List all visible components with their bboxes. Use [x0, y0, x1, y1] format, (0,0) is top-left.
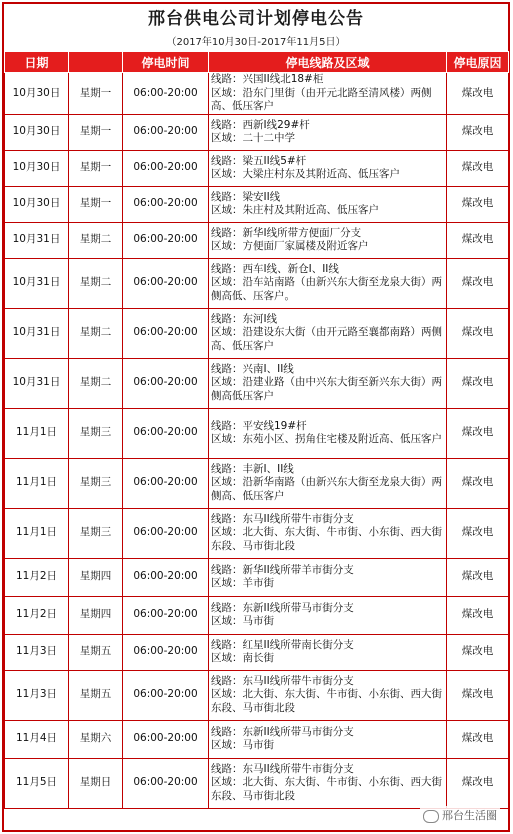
area-text: 区域：羊市街	[211, 577, 274, 589]
cell-time: 06:00-20:00	[123, 73, 209, 115]
cell-time: 06:00-20:00	[123, 222, 209, 258]
line-text: 线路：东马II线所带牛市街分支	[211, 762, 354, 775]
cell-line-area	[209, 758, 447, 808]
cell-reason: 煤改电	[447, 186, 509, 222]
cell-weekday: 星期五	[69, 634, 123, 670]
cell-weekday: 星期一	[69, 150, 123, 186]
table-row	[5, 222, 509, 258]
cell-line-area	[209, 596, 447, 634]
cell-time: 06:00-20:00	[123, 408, 209, 458]
cell-line-area	[209, 670, 447, 720]
area-text: 区域：大梁庄村东及其附近高、低压客户	[211, 168, 400, 180]
table-row	[5, 720, 509, 758]
cell-weekday: 星期日	[69, 758, 123, 808]
table-row	[5, 73, 509, 115]
cell-weekday: 星期一	[69, 186, 123, 222]
cell-weekday: 星期四	[69, 596, 123, 634]
cell-time: 06:00-20:00	[123, 758, 209, 808]
table-row	[5, 558, 509, 596]
cell-time: 06:00-20:00	[123, 358, 209, 408]
cell-date: 10月30日	[5, 114, 69, 150]
notice-sheet	[2, 2, 510, 832]
table-row	[5, 114, 509, 150]
cell-line-area	[209, 222, 447, 258]
line-text: 线路：红星II线所带南长街分支	[211, 638, 354, 651]
cell-reason: 煤改电	[447, 558, 509, 596]
cell-date: 11月4日	[5, 720, 69, 758]
col-header-reason: 停电原因	[447, 52, 509, 73]
cell-date: 11月1日	[5, 508, 69, 558]
cell-reason: 煤改电	[447, 222, 509, 258]
cell-line-area	[209, 508, 447, 558]
area-text: 区域：沿东门里街（由开元北路至清风楼）两侧高、低压客户	[211, 86, 432, 112]
table-row	[5, 186, 509, 222]
cell-line-area	[209, 114, 447, 150]
cell-time: 06:00-20:00	[123, 308, 209, 358]
table-row	[5, 634, 509, 670]
cell-weekday: 星期五	[69, 670, 123, 720]
cell-reason: 煤改电	[447, 596, 509, 634]
cell-weekday: 星期三	[69, 458, 123, 508]
table-row	[5, 358, 509, 408]
cell-line-area	[209, 720, 447, 758]
cell-date: 10月31日	[5, 222, 69, 258]
cell-reason: 煤改电	[447, 73, 509, 115]
cell-date: 11月3日	[5, 634, 69, 670]
cell-line-area	[209, 73, 447, 115]
cell-date: 11月3日	[5, 670, 69, 720]
cell-date: 11月1日	[5, 458, 69, 508]
cell-line-area	[209, 358, 447, 408]
area-text: 区域：马市街	[211, 615, 274, 627]
cell-date: 11月2日	[5, 558, 69, 596]
cell-reason: 煤改电	[447, 308, 509, 358]
line-text: 线路：东河I线	[211, 312, 278, 325]
col-header-date: 日期	[5, 52, 69, 73]
cell-date: 10月31日	[5, 358, 69, 408]
cell-time: 06:00-20:00	[123, 596, 209, 634]
cell-line-area	[209, 408, 447, 458]
cell-weekday: 星期一	[69, 114, 123, 150]
table-row	[5, 758, 509, 808]
cell-weekday: 星期二	[69, 308, 123, 358]
cell-reason: 煤改电	[447, 408, 509, 458]
table-header-row	[5, 52, 509, 73]
cell-reason: 煤改电	[447, 670, 509, 720]
cell-time: 06:00-20:00	[123, 634, 209, 670]
cell-weekday: 星期二	[69, 222, 123, 258]
col-header-weekday	[69, 52, 123, 73]
table-row	[5, 258, 509, 308]
watermark-text: 邢台生活圈	[442, 809, 497, 822]
cell-time: 06:00-20:00	[123, 508, 209, 558]
area-text: 区域：方便面厂家属楼及附近客户	[211, 240, 369, 252]
area-text: 区域：朱庄村及其附近高、低压客户	[211, 204, 379, 216]
line-text: 线路：东新II线所带马市街分支	[211, 725, 354, 738]
area-text: 区域：北大街、东大街、牛市街、小东街、西大街东段、马市街北段	[211, 526, 442, 552]
cell-reason: 煤改电	[447, 758, 509, 808]
cell-reason: 煤改电	[447, 358, 509, 408]
cell-line-area	[209, 186, 447, 222]
cell-time: 06:00-20:00	[123, 150, 209, 186]
table-row	[5, 596, 509, 634]
line-text: 线路：兴国II线北18#柜	[211, 73, 324, 85]
cell-reason: 煤改电	[447, 720, 509, 758]
cell-date: 10月31日	[5, 308, 69, 358]
cell-weekday: 星期二	[69, 258, 123, 308]
cell-reason: 煤改电	[447, 258, 509, 308]
table-row	[5, 308, 509, 358]
line-text: 线路：西新I线29#杆	[211, 118, 310, 131]
line-text: 线路：梁安II线	[211, 190, 281, 203]
cell-weekday: 星期二	[69, 358, 123, 408]
cell-line-area	[209, 308, 447, 358]
area-text: 区域：沿新华南路（由新兴东大街至龙泉大街）两侧高、低压客户	[211, 476, 442, 502]
cell-line-area	[209, 458, 447, 508]
table-row	[5, 670, 509, 720]
cell-time: 06:00-20:00	[123, 720, 209, 758]
area-text: 区域：二十二中学	[211, 132, 295, 144]
cell-weekday: 星期六	[69, 720, 123, 758]
cell-weekday: 星期四	[69, 558, 123, 596]
table-body	[5, 73, 509, 809]
line-text: 线路：梁五II线5#杆	[211, 154, 307, 167]
cell-date: 11月5日	[5, 758, 69, 808]
cell-time: 06:00-20:00	[123, 558, 209, 596]
area-text: 区域：沿建设东大街（由开元路至襄都南路）两侧高、低压客户	[211, 326, 442, 352]
cell-time: 06:00-20:00	[123, 670, 209, 720]
cell-date: 11月2日	[5, 596, 69, 634]
table-row	[5, 458, 509, 508]
date-range-subtitle: （2017年10月30日-2017年11月5日）	[166, 37, 346, 48]
cell-time: 06:00-20:00	[123, 458, 209, 508]
outage-table	[4, 51, 509, 809]
page-title: 邢台供电公司计划停电公告	[148, 9, 364, 29]
line-text: 线路：丰新I、II线	[211, 462, 294, 475]
area-text: 区域：北大街、东大街、牛市街、小东街、西大街东段、马市街北段	[211, 688, 442, 714]
area-text: 区域：沿建业路（由中兴东大街至新兴东大街）两侧高低压客户	[211, 376, 442, 402]
area-text: 区域：东苑小区、拐角住宅楼及附近高、低压客户	[211, 433, 442, 445]
table-row	[5, 508, 509, 558]
cell-date: 10月30日	[5, 150, 69, 186]
line-text: 线路：新华II线所带羊市街分支	[211, 563, 354, 576]
cell-date: 10月30日	[5, 186, 69, 222]
line-text: 线路：东新II线所带马市街分支	[211, 601, 354, 614]
table-row	[5, 408, 509, 458]
cell-date: 11月1日	[5, 408, 69, 458]
cell-time: 06:00-20:00	[123, 186, 209, 222]
cell-reason: 煤改电	[447, 458, 509, 508]
watermark	[420, 806, 500, 824]
cell-weekday: 星期三	[69, 408, 123, 458]
cell-time: 06:00-20:00	[123, 114, 209, 150]
cell-weekday: 星期三	[69, 508, 123, 558]
cell-reason: 煤改电	[447, 114, 509, 150]
table-row	[5, 150, 509, 186]
cell-reason: 煤改电	[447, 508, 509, 558]
area-text: 区域：马市街	[211, 739, 274, 751]
area-text: 区域：北大街、东大街、牛市街、小东街、西大街东段、马市街北段	[211, 776, 442, 802]
cell-line-area	[209, 258, 447, 308]
wechat-icon	[423, 810, 439, 823]
cell-time: 06:00-20:00	[123, 258, 209, 308]
area-text: 区域：南长街	[211, 652, 274, 664]
cell-reason: 煤改电	[447, 634, 509, 670]
cell-weekday: 星期一	[69, 73, 123, 115]
cell-line-area	[209, 150, 447, 186]
line-text: 线路：东马II线所带牛市街分支	[211, 512, 354, 525]
line-text: 线路：西车I线、新仓I、II线	[211, 262, 339, 275]
line-text: 线路：兴南I、II线	[211, 362, 294, 375]
cell-date: 10月30日	[5, 73, 69, 115]
line-text: 线路：新华I线所带方便面厂分支	[211, 226, 362, 239]
line-text: 线路：东马II线所带牛市街分支	[211, 674, 354, 687]
line-text: 线路：平安线19#杆	[211, 419, 307, 432]
col-header-time: 停电时间	[123, 52, 209, 73]
col-header-line-area: 停电线路及区域	[209, 52, 447, 73]
area-text: 区域：沿车站南路（由新兴东大街至龙泉大街）两侧高低、压客户。	[211, 276, 442, 302]
cell-line-area	[209, 558, 447, 596]
cell-reason: 煤改电	[447, 150, 509, 186]
cell-line-area	[209, 634, 447, 670]
cell-date: 10月31日	[5, 258, 69, 308]
